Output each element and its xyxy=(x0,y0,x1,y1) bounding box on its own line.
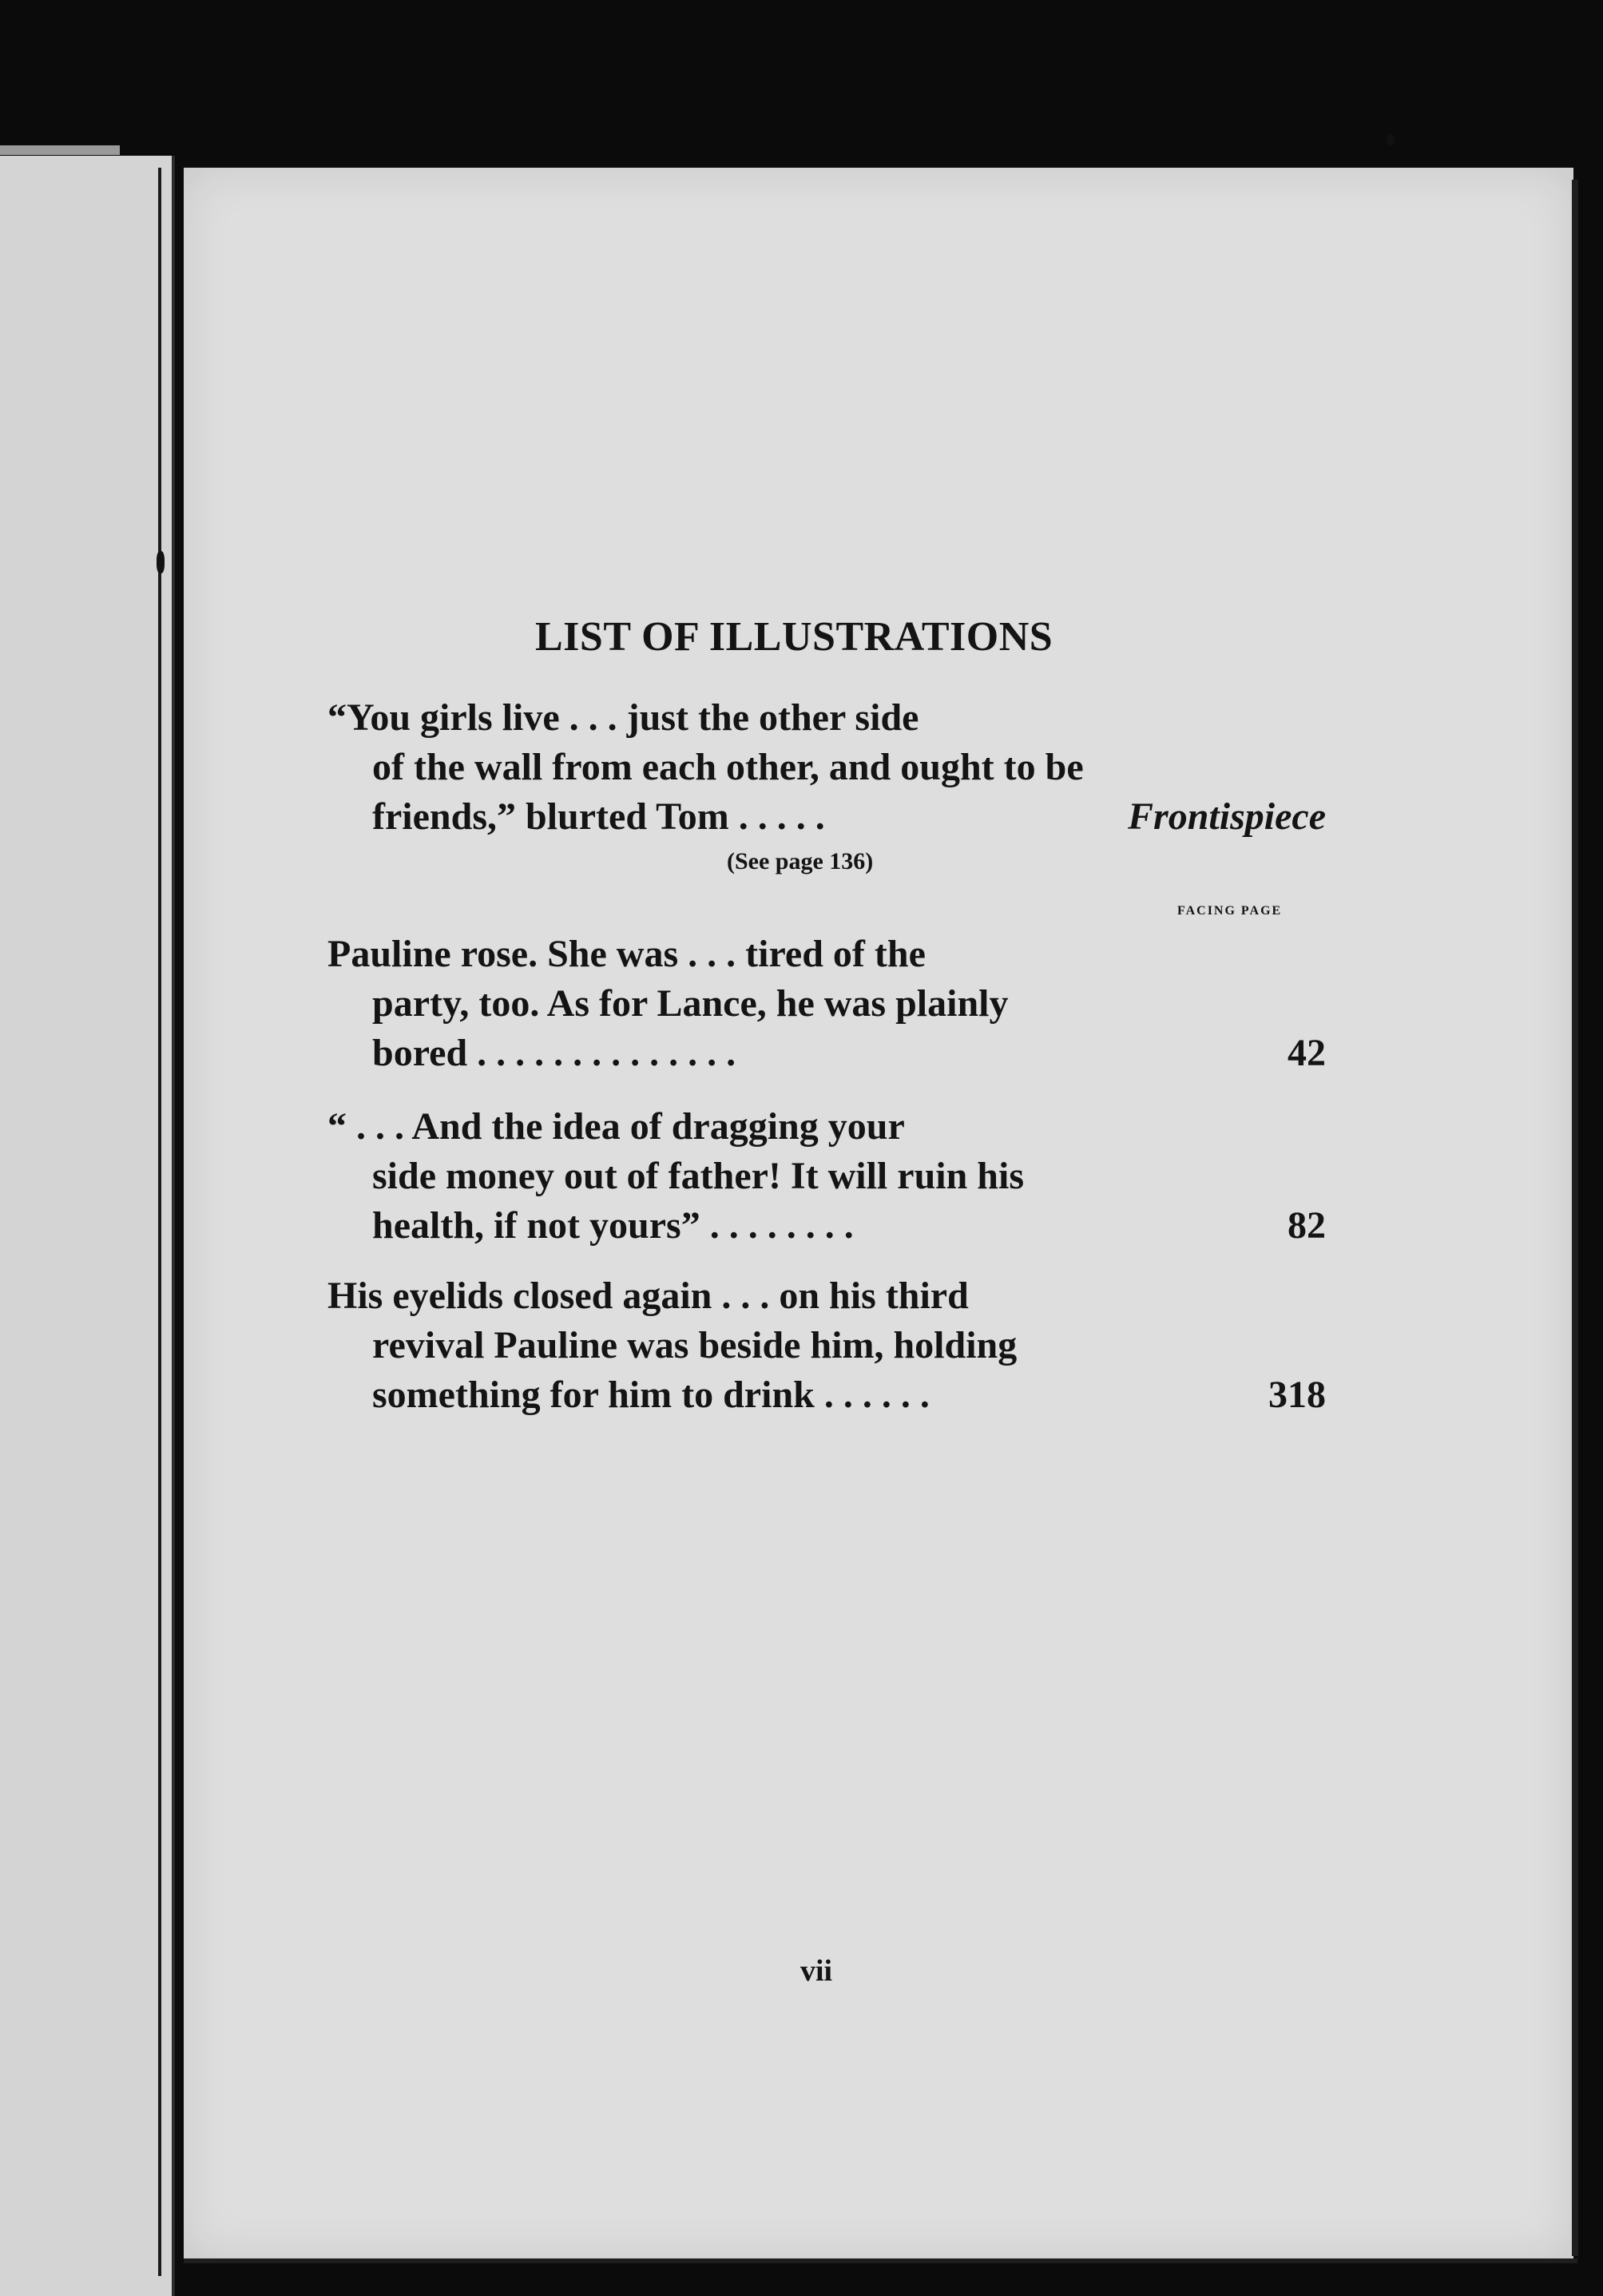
facing-page-label: FACING PAGE xyxy=(1177,904,1283,918)
entry-text: of the wall from each other, and ought to be xyxy=(372,746,1084,788)
entry-line xyxy=(327,743,1326,792)
page-right-edge xyxy=(1572,180,1578,2256)
see-page-note: (See page 136) xyxy=(727,848,874,874)
entry-line xyxy=(327,1271,1326,1321)
entry-line xyxy=(327,693,1214,743)
entry-text: His eyelids closed again . . . on his third xyxy=(327,1275,969,1317)
entry-line xyxy=(327,1152,1326,1201)
entry-line xyxy=(327,1201,1326,1251)
entry-text: “You girls live . . . just the other side xyxy=(327,696,919,739)
entry-line xyxy=(327,1321,1326,1370)
entry-line xyxy=(327,1029,1326,1078)
page-reference: 318 xyxy=(1268,1374,1326,1416)
entry-text: revival Pauline was beside him, holding xyxy=(372,1324,1018,1366)
page-title: LIST OF ILLUSTRATIONS xyxy=(535,614,1053,660)
page-reference: 82 xyxy=(1288,1204,1326,1247)
entry-text: Pauline rose. She was . . . tired of the xyxy=(327,933,926,975)
entry-line xyxy=(327,1102,1326,1152)
gutter-line xyxy=(158,168,161,2276)
page-bottom-edge xyxy=(184,2258,1577,2263)
page-reference: 42 xyxy=(1288,1032,1326,1074)
illustration-entry xyxy=(327,693,1326,842)
left-leaf-top xyxy=(0,145,120,155)
entry-text: something for him to drink . . . . . . xyxy=(372,1374,930,1416)
entry-text: side money out of father! It will ruin his xyxy=(372,1155,1024,1197)
entry-text: friends,” blurted Tom . . . . . xyxy=(372,795,825,838)
entry-text: “ . . . And the idea of dragging your xyxy=(327,1105,905,1148)
entry-line xyxy=(327,930,1326,979)
entry-line xyxy=(327,979,1326,1029)
page-folio: vii xyxy=(800,1954,833,1988)
scan-speck xyxy=(157,551,165,573)
page-reference: Frontispiece xyxy=(1128,795,1326,838)
entry-text: bored . . . . . . . . . . . . . . xyxy=(372,1032,736,1074)
entry-line xyxy=(327,792,1326,842)
scan-speck xyxy=(1387,134,1395,145)
entry-line xyxy=(327,1370,1326,1420)
left-page-edge xyxy=(0,156,175,2296)
illustration-entry xyxy=(327,930,1326,1078)
illustration-entry xyxy=(327,1271,1326,1420)
illustration-entry xyxy=(327,1102,1326,1251)
entry-text: health, if not yours” . . . . . . . . xyxy=(372,1204,854,1247)
entry-text: party, too. As for Lance, he was plainly xyxy=(372,982,1009,1025)
